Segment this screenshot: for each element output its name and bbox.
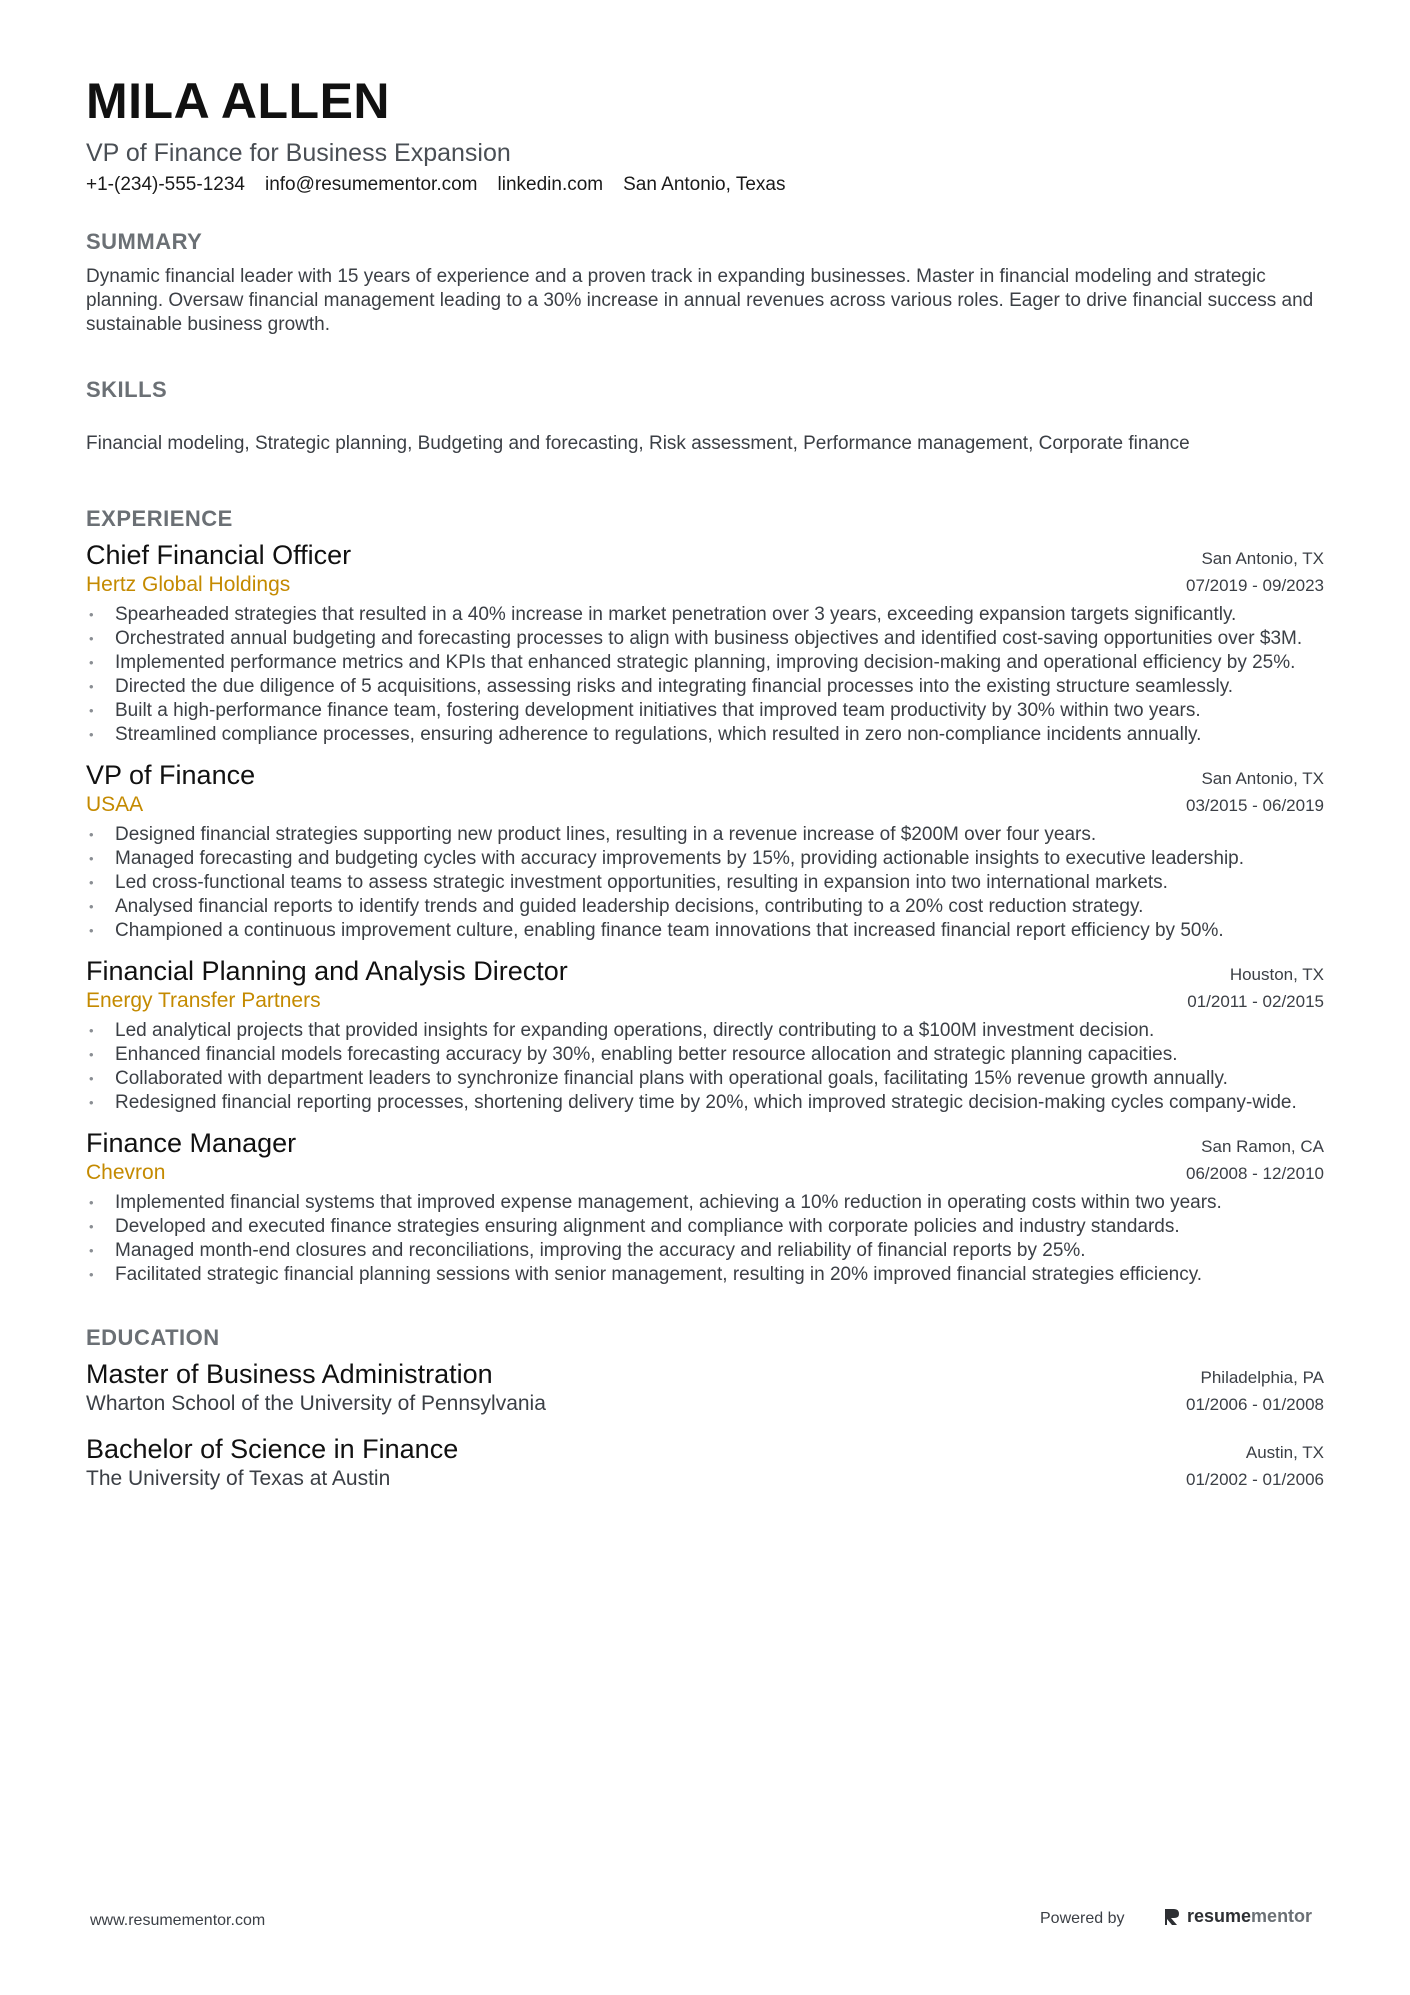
contact-phone: +1-(234)-555-1234 <box>86 174 245 195</box>
education-location: Philadelphia, PA <box>1200 1368 1324 1387</box>
experience-item <box>86 540 1324 747</box>
bullet-item: • Streamlined compliance processes, ensuring adherence to regulations, which resulted in zero non-compliance incidents annually. <box>86 723 1324 747</box>
job-dates: 06/2008 - 12/2010 <box>1185 1164 1324 1183</box>
bullet-item: • Orchestrated annual budgeting and forecasting processes to align with business objectives and identified cost-saving opportunities over $3M. <box>86 627 1324 651</box>
bullet-item: • Led analytical projects that provided insights for expanding operations, directly contributing to a $100M investment decision. <box>86 1019 1324 1043</box>
bullet-item: • Implemented performance metrics and KPIs that enhanced strategic planning, improving decision-making and operational efficiency by 25%. <box>86 651 1324 675</box>
education-item <box>86 1434 1324 1491</box>
page-footer <box>0 1908 1410 1938</box>
job-title: VP of Finance <box>86 760 256 790</box>
brand-name-bold: resume <box>1187 1906 1252 1926</box>
bullet-item: • Collaborated with department leaders to synchronize financial plans with operational goals, facilitating 15% revenue growth annually. <box>86 1067 1324 1091</box>
job-bullets <box>86 823 1324 943</box>
bullet-item: • Built a high-performance finance team, fostering development initiatives that improved team productivity by 30% within two years. <box>86 699 1324 723</box>
education-location: Austin, TX <box>1245 1443 1324 1462</box>
job-location: Houston, TX <box>1229 965 1324 984</box>
bullet-item: • Enhanced financial models forecasting accuracy by 30%, enabling better resource allocation and strategic planning capacities. <box>86 1043 1324 1067</box>
school-name: The University of Texas at Austin <box>86 1467 391 1490</box>
job-bullets <box>86 1019 1324 1115</box>
bullet-item: • Redesigned financial reporting processes, shortening delivery time by 20%, which improved strategic decision-making cycles company-wide. <box>86 1091 1324 1115</box>
company-name: USAA <box>86 793 144 816</box>
company-name: Energy Transfer Partners <box>86 989 321 1012</box>
brand-name-light: mentor <box>1251 1906 1313 1926</box>
powered-by-label: Powered by <box>1040 1910 1125 1927</box>
bullet-item: • Developed and executed finance strategies ensuring alignment and compliance with corporate policies and industry standards. <box>86 1215 1324 1239</box>
brand-logo-icon <box>1163 1907 1181 1927</box>
bullet-item: • Designed financial strategies supporting new product lines, resulting in a revenue increase of $200M over four years. <box>86 823 1324 847</box>
section-title-skills: SKILLS <box>86 377 168 402</box>
job-dates: 07/2019 - 09/2023 <box>1185 576 1324 595</box>
skills-section <box>86 377 1324 455</box>
bullet-item: • Led cross-functional teams to assess strategic investment opportunities, resulting in expansion into two international markets. <box>86 871 1324 895</box>
job-bullets <box>86 603 1324 747</box>
section-title-experience: EXPERIENCE <box>86 506 233 531</box>
education-dates: 01/2002 - 01/2006 <box>1185 1470 1324 1489</box>
job-title: Chief Financial Officer <box>86 540 352 570</box>
education-section <box>86 1325 1324 1491</box>
job-title: Finance Manager <box>86 1128 297 1158</box>
degree-title: Master of Business Administration <box>86 1359 493 1389</box>
bullet-item: • Championed a continuous improvement culture, enabling finance team innovations that increased financial report efficiency by 50%. <box>86 919 1324 943</box>
skills-text: Financial modeling, Strategic planning, Budgeting and forecasting, Risk assessment, Performance management, Corporate finance <box>86 433 1190 454</box>
bullet-item: • Managed month-end closures and reconciliations, improving the accuracy and reliability of financial reports by 25%. <box>86 1239 1324 1263</box>
bullet-item: • Managed forecasting and budgeting cycles with accuracy improvements by 15%, providing actionable insights to executive leadership. <box>86 847 1324 871</box>
job-dates: 03/2015 - 06/2019 <box>1185 796 1324 815</box>
contact-location: San Antonio, Texas <box>623 174 786 195</box>
education-item <box>86 1359 1324 1416</box>
experience-item <box>86 1128 1324 1287</box>
candidate-name: MILA ALLEN <box>86 73 391 129</box>
job-title: Financial Planning and Analysis Director <box>86 956 568 986</box>
experience-item <box>86 760 1324 943</box>
summary-text: Dynamic financial leader with 15 years of experience and a proven track in expanding businesses. Master in financial modeling and strategic planning. Oversaw financial management leading to a 30% increase in annual revenues across various roles. Eager to drive financial success and sustainable business growth. <box>86 266 1314 335</box>
degree-title: Bachelor of Science in Finance <box>86 1434 459 1464</box>
bullet-item: • Spearheaded strategies that resulted in a 40% increase in market penetration over 3 years, exceeding expansion targets significantly. <box>86 603 1324 627</box>
contact-info <box>86 174 1324 196</box>
education-dates: 01/2006 - 01/2008 <box>1185 1395 1324 1414</box>
job-location: San Antonio, TX <box>1201 549 1324 568</box>
section-title-summary: SUMMARY <box>86 229 203 254</box>
footer-website-link[interactable]: www.resumementor.com <box>90 1912 266 1929</box>
summary-section <box>86 229 1324 337</box>
bullet-item: • Facilitated strategic financial planning sessions with senior management, resulting in 20% improved financial strategies efficiency. <box>86 1263 1324 1287</box>
job-location: San Antonio, TX <box>1201 769 1324 788</box>
job-bullets <box>86 1191 1324 1287</box>
job-dates: 01/2011 - 02/2015 <box>1187 992 1324 1011</box>
contact-linkedin[interactable]: linkedin.com <box>497 174 604 195</box>
bullet-item: • Implemented financial systems that improved expense management, achieving a 10% reduction in operating costs within two years. <box>86 1191 1324 1215</box>
bullet-item: • Analysed financial reports to identify trends and guided leadership decisions, contributing to a 20% cost reduction strategy. <box>86 895 1324 919</box>
company-name: Hertz Global Holdings <box>86 573 291 596</box>
experience-item <box>86 956 1324 1115</box>
job-location: San Ramon, CA <box>1201 1137 1324 1156</box>
section-title-education: EDUCATION <box>86 1325 220 1350</box>
company-name: Chevron <box>86 1161 166 1184</box>
contact-email[interactable]: info@resumementor.com <box>264 174 478 195</box>
experience-section <box>86 506 1324 1287</box>
bullet-item: • Directed the due diligence of 5 acquisitions, assessing risks and integrating financial processes into the existing structure seamlessly. <box>86 675 1324 699</box>
school-name: Wharton School of the University of Pennsylvania <box>86 1392 546 1415</box>
brand-logo[interactable] <box>1163 1906 1312 1927</box>
candidate-headline: VP of Finance for Business Expansion <box>86 139 511 167</box>
